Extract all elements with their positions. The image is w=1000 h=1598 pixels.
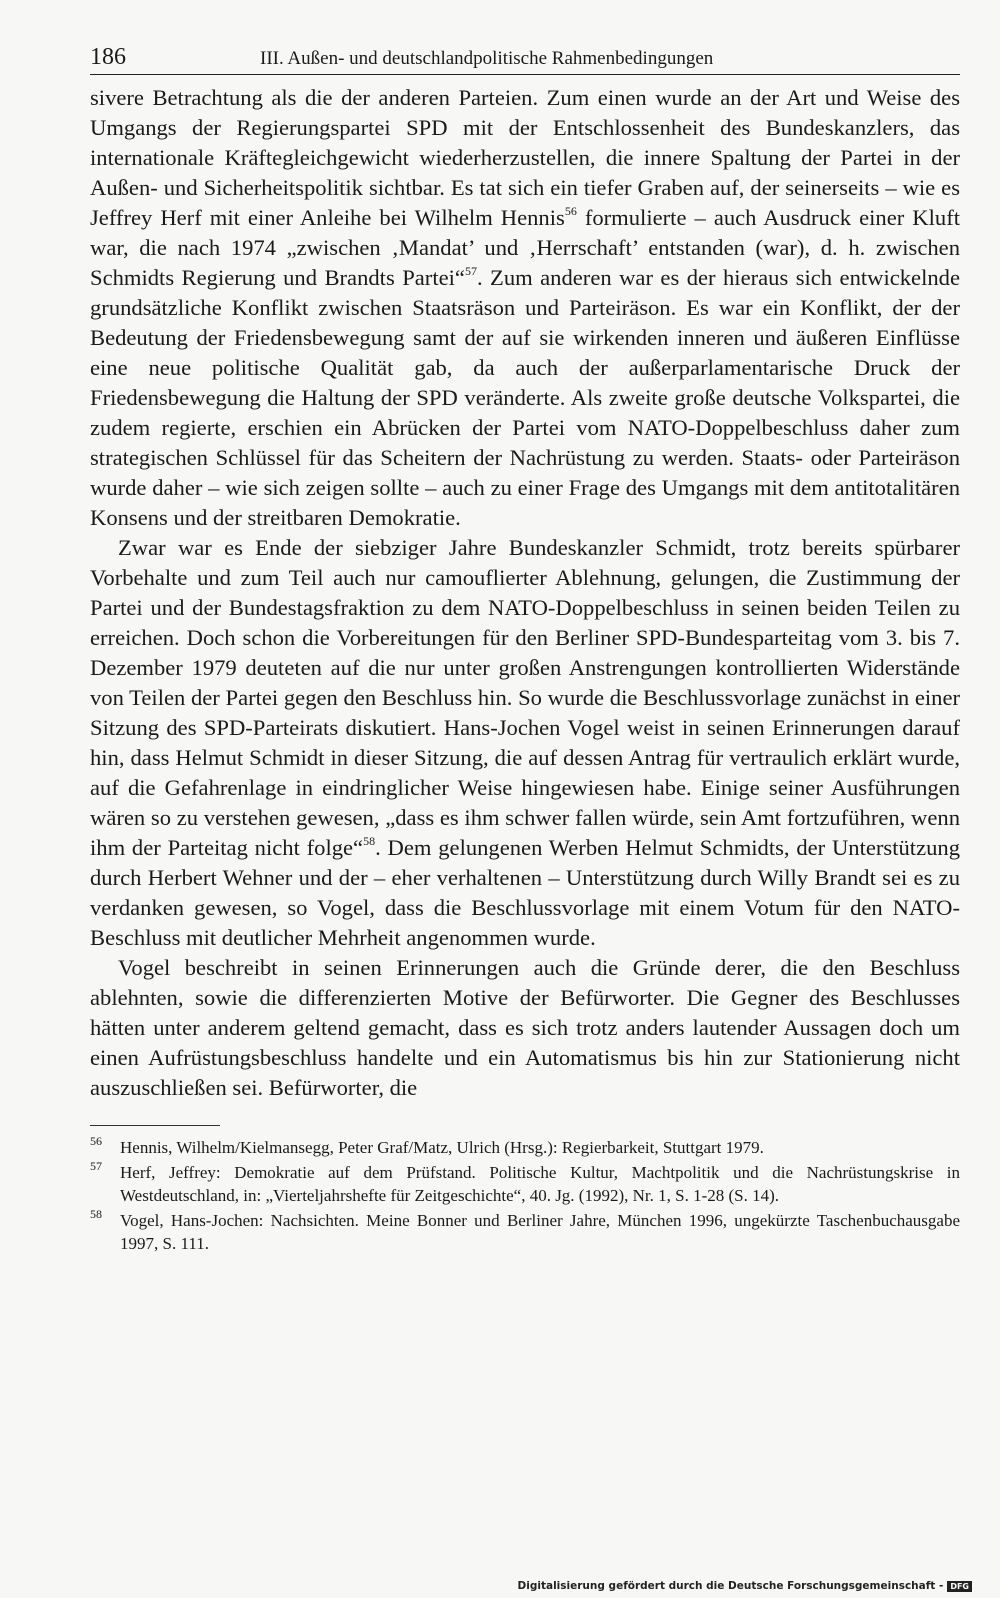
paragraph-text: formulierte – auch Ausdruck einer Kluft war, die nach 1974 „zwischen ‚Mandat’ und ‚Herrschaft’ entstanden (war), d. h. zwischen Schmidts Regierung und Brandts Partei“ (90, 205, 960, 290)
paragraph-1 (90, 83, 960, 533)
credit-text: Digitalisierung gefördert durch die Deutsche Forschungsgemeinschaft - (517, 1580, 944, 1592)
footnote-divider (90, 1125, 220, 1126)
footnote-ref-56[interactable]: 56 (564, 204, 577, 218)
paragraph-text: . Dem gelungenen Werben Helmut Schmidts, der Unterstützung durch Herbert Wehner und der – eher verhaltenen – Unterstützung durch Willy Brandt sei es zu verdanken gewesen, so Vogel, dass die Beschlussvorlage mit einem Votum für den NATO-Beschluss mit deutlicher Mehrheit angenommen wurde. (90, 835, 960, 950)
digitization-credit (518, 1580, 972, 1592)
paragraph-text: sivere Betrachtung als die der anderen Parteien. Zum einen wurde an der Art und Weise des Umgangs der Regierungspartei SPD mit der Entschlossenheit des Bundeskanzlers, das internationale Kräftegleichgewicht wiederherzustellen, die innere Spaltung der Partei in der Außen- und Sicherheitspolitik sichtbar. Es tat sich ein tiefer Graben auf, der seinerseits – wie es Jeffrey Herf mit einer Anleihe bei Wilhelm Hennis (90, 85, 960, 230)
paragraph-text: . Zum anderen war es der hieraus sich entwickelnde grundsätzliche Konflikt zwischen Staatsräson und Parteiräson. Es war ein Konflikt, der der Bedeutung der Friedensbewegung samt der auf sie wirkenden inneren und äußeren Einflüsse eine neue politische Qualität gab, da auch der außerparlamentarische Druck der Friedensbewegung die Haltung der SPD veränderte. Als zweite große deutsche Volkspartei, die zudem regierte, erschien ein Abrücken der Partei vom NATO-Doppelbeschluss daher zum strategischen Schlüssel für das Scheitern der Nachrüstung zu werden. Staats- oder Parteiräson wurde daher – wie sich zeigen sollte – auch zu einer Frage des Umgangs mit dem antitotalitären Konsens und der streitbaren Demokratie. (90, 265, 960, 530)
footnote-ref-58[interactable]: 58 (363, 834, 376, 848)
book-page (90, 40, 960, 1257)
dfg-logo: DFG (947, 1581, 972, 1592)
footnote-56 (90, 1136, 960, 1159)
footnote-58 (90, 1209, 960, 1255)
footnote-number: 58 (90, 1207, 102, 1221)
page-number: 186 (90, 44, 126, 70)
footnotes (90, 1136, 960, 1255)
paragraph-text: Vogel beschreibt in seinen Erinnerungen auch die Gründe derer, die den Beschluss ablehnten, sowie die differenzierten Motive der Befürworter. Die Gegner des Beschlusses hätten unter anderem geltend gemacht, dass es sich trotz anders lautender Aussagen doch um einen Aufrüstungsbeschluss handelte und ein Automatismus bis hin zur Stationierung nicht auszuschließen sei. Befürworter, die (90, 955, 960, 1100)
footnote-text: Hennis, Wilhelm/Kielmansegg, Peter Graf/Matz, Ulrich (Hrsg.): Regierbarkeit, Stuttgart 1979. (120, 1138, 764, 1157)
paragraph-text: Zwar war es Ende der siebziger Jahre Bundeskanzler Schmidt, trotz bereits spürbarer Vorbehalte und zum Teil auch nur camouflierter Ablehnung, gelungen, die Zustimmung der Partei und der Bundestagsfraktion zu dem NATO-Doppelbeschluss in seinen beiden Teilen zu erreichen. Doch schon die Vorbereitungen für den Berliner SPD-Bundesparteitag vom 3. bis 7. Dezember 1979 deuteten auf die nur unter großen Anstrengungen kontrollierten Widerstände von Teilen der Partei gegen den Beschluss hin. So wurde die Beschlussvorlage zunächst in einer Sitzung des SPD-Parteirats diskutiert. Hans-Jochen Vogel weist in seinen Erinnerungen darauf hin, dass Helmut Schmidt in dieser Sitzung, die auf dessen Antrag für vertraulich erklärt wurde, auf die Gefahrenlage in eindringlicher Weise hingewiesen habe. Einige seiner Ausführungen wären so zu verstehen gewesen, „dass es ihm schwer fallen würde, sein Amt fortzuführen, wenn ihm der Parteitag nicht folge“ (90, 535, 960, 860)
footnote-number: 56 (90, 1134, 102, 1148)
footnote-text: Herf, Jeffrey: Demokratie auf dem Prüfstand. Politische Kultur, Machtpolitik und die Nachrüstungskrise in Westdeutschland, in: „Vierteljahrshefte für Zeitgeschichte“, 40. Jg. (1992), Nr. 1, S. 1-28 (S. 14). (120, 1163, 960, 1205)
running-header (90, 40, 960, 75)
paragraph-2 (90, 533, 960, 953)
running-head-title: III. Außen- und deutschlandpolitische Rahmenbedingungen (260, 48, 714, 69)
footnote-number: 57 (90, 1159, 102, 1173)
footnote-57 (90, 1161, 960, 1207)
footnote-text: Vogel, Hans-Jochen: Nachsichten. Meine Bonner und Berliner Jahre, München 1996, ungekürzte Taschenbuchausgabe 1997, S. 111. (120, 1211, 960, 1253)
footnote-ref-57[interactable]: 57 (464, 264, 477, 278)
paragraph-3 (90, 953, 960, 1103)
body-text (90, 83, 960, 1103)
